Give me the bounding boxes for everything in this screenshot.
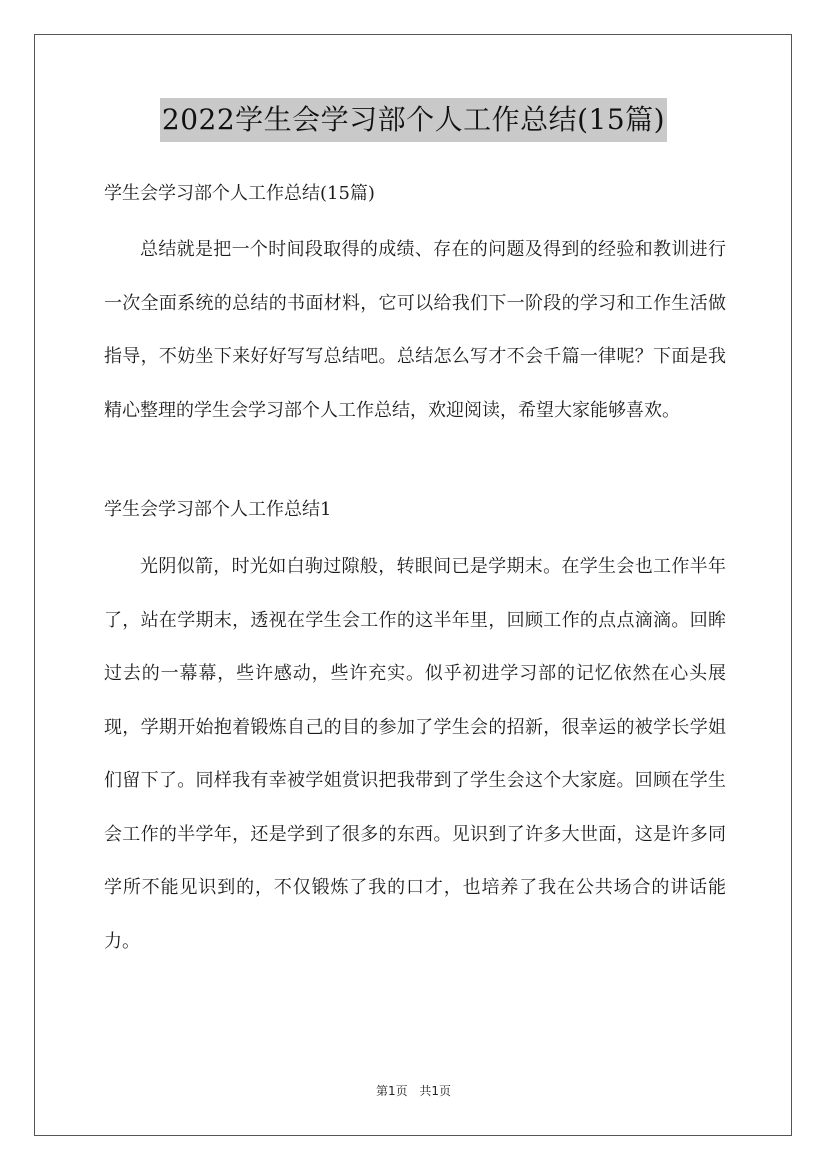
page-footer — [0, 1082, 827, 1099]
title-container — [0, 98, 827, 142]
section-1-paragraph: 光阴似箭，时光如白驹过隙般，转眼间已是学期末。在学生会也工作半年了，站在学期末，透视在学生会工作的这半年里，回顾工作的点点滴滴。回眸过去的一幕幕，些许感动，些许充实。似乎初进学习部的记忆依然在心头展现，学期开始抱着锻炼自己的目的参加了学生会的招新，很幸运的被学长学姐们留下了。同样我有幸被学姐赏识把我带到了学生会这个大家庭。回顾在学生会工作的半学年，还是学到了很多的东西。见识到了许多大世面，这是许多同学所不能见识到的，不仅锻炼了我的口才，也培养了我在公共场合的讲话能力。 — [104, 556, 726, 952]
document-body — [104, 176, 726, 968]
page-total: 共1页 — [419, 1084, 452, 1098]
document-title: 2022学生会学习部个人工作总结(15篇) — [160, 98, 667, 142]
intro-paragraph: 总结就是把一个时间段取得的成绩、存在的问题及得到的经验和教训进行一次全面系统的总结的书面材料，它可以给我们下一阶段的学习和工作生活做指导，不妨坐下来好好写写总结吧。总结怎么写才不会千篇一律呢？下面是我精心整理的学生会学习部个人工作总结，欢迎阅读，希望大家能够喜欢。 — [104, 239, 726, 421]
page-number: 第1页 — [375, 1084, 408, 1098]
section-1-heading: 学生会学习部个人工作总结1 — [104, 499, 332, 520]
document-subtitle: 学生会学习部个人工作总结(15篇) — [104, 183, 375, 204]
